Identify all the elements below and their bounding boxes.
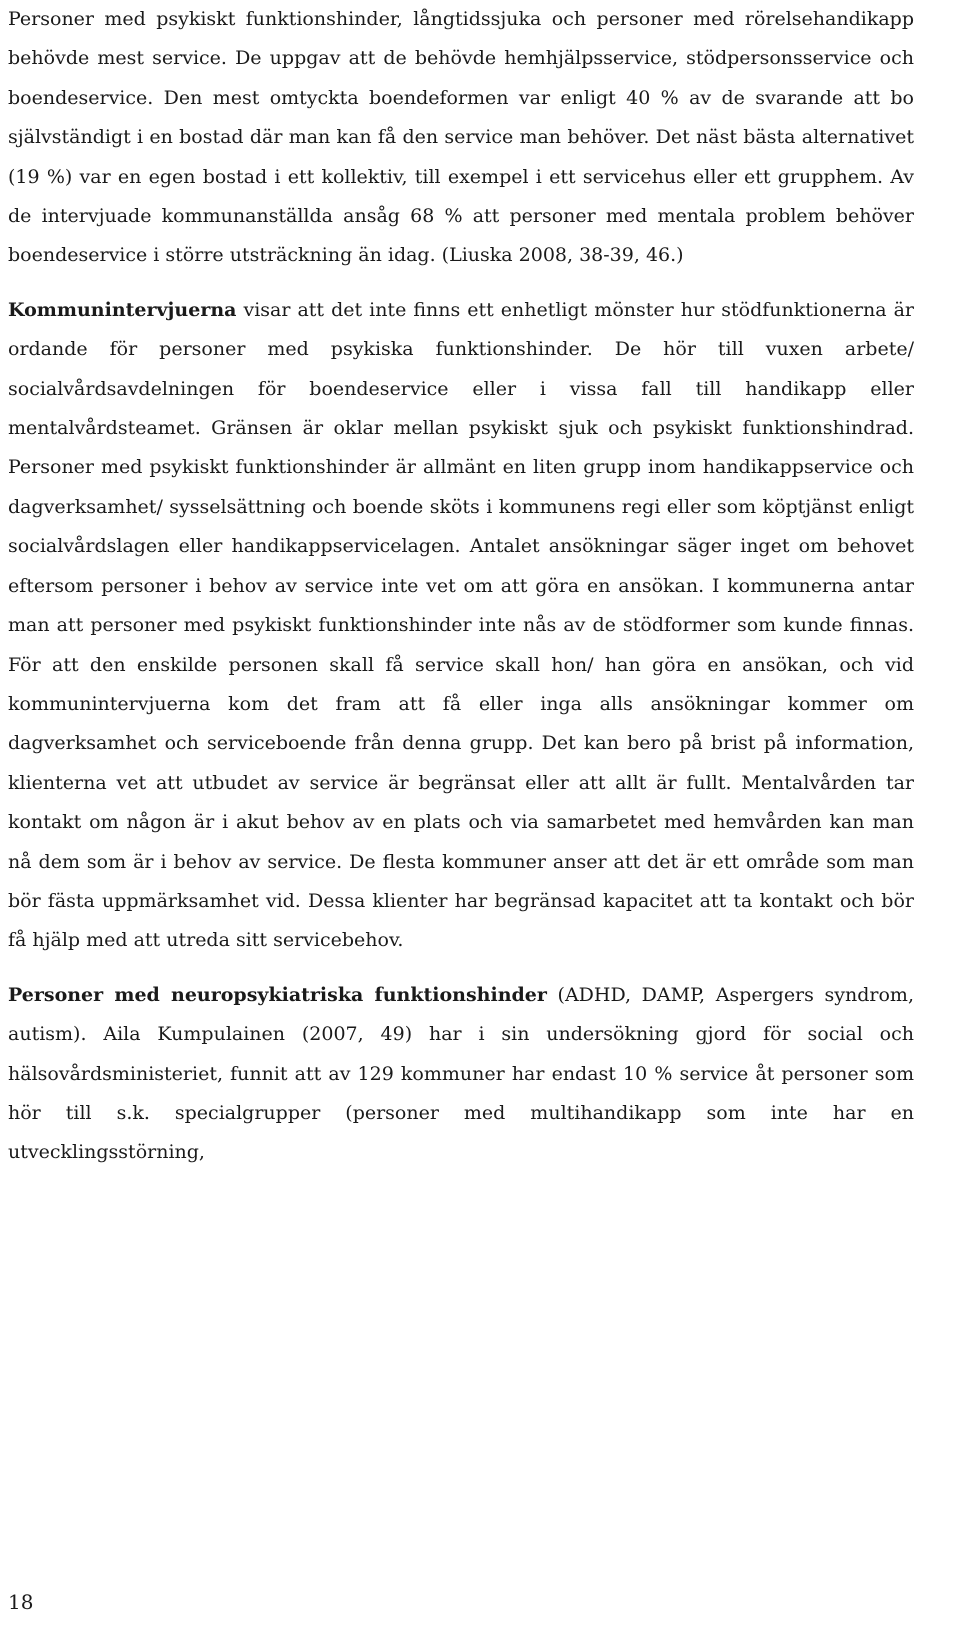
paragraph-kommunintervjuerna bbox=[8, 291, 914, 961]
paragraph-neuropsykiatriska bbox=[8, 976, 914, 1173]
document-page bbox=[8, 0, 914, 1173]
paragraph-lead: Personer med neuropsykiatriska funktionshinder bbox=[8, 983, 547, 1006]
paragraph-lead: Kommunintervjuerna bbox=[8, 298, 237, 321]
paragraph-text: (ADHD, DAMP, Aspergers syndrom, autism). Aila Kumpulainen (2007, 49) har i sin undersökning gjord för social och hälsovårdsministeriet, funnit att av 129 kommuner har endast 10 % service åt personer som hör till s.k. specialgrupper (personer med multihandikapp som inte har en utvecklingsstörning, bbox=[8, 983, 914, 1164]
paragraph-text: Personer med psykiskt funktionshinder, långtidssjuka och personer med rörelsehandikapp behövde mest service. De uppgav att de behövde hemhjälpsservice, stödpersonsservice och boendeservice. Den mest omtyckta boendeformen var enligt 40 % av de svarande att bo självständigt i en bostad där man kan få den service man behöver. Det näst bästa alternativet (19 %) var en egen bostad i ett kollektiv, till exempel i ett servicehus eller ett grupphem. Av de intervjuade kommunanställda ansåg 68 % att personer med mentala problem behöver boendeservice i större utsträckning än idag. (Liuska 2008, 38-39, 46.) bbox=[8, 8, 914, 267]
paragraph-service-needs bbox=[8, 0, 914, 276]
page-number: 18 bbox=[8, 1590, 34, 1614]
paragraph-text: visar att det inte finns ett enhetligt mönster hur stödfunktionerna är ordande för personer med psykiska funktionshinder. De hör till vuxen arbete/ socialvårdsavdelningen för boendeservice eller i vissa fall till handikapp eller mentalvårdsteamet. Gränsen är oklar mellan psykiskt sjuk och psykiskt funktionshindrad. Personer med psykiskt funktionshinder är allmänt en liten grupp inom handikappservice och dagverksamhet/ sysselsättning och boende sköts i kommunens regi eller som köptjänst enligt socialvårdslagen eller handikappservicelagen. Antalet ansökningar säger inget om behovet eftersom personer i behov av service inte vet om att göra en ansökan. I kommunerna antar man att personer med psykiskt funktionshinder inte nås av de stödformer som kunde finnas. För att den enskilde personen skall få service skall hon/ han göra en ansökan, och vid kommunintervjuerna kom det fram att få eller inga alls ansökningar kommer om dagverksamhet och serviceboende från denna grupp. Det kan bero på brist på information, klienterna vet att utbudet av service är begränsat eller att allt är fullt. Mentalvården tar kontakt om någon är i akut behov av en plats och via samarbetet med hemvården kan man nå dem som är i behov av service. De flesta kommuner anser att det är ett område som man bör fästa uppmärksamhet vid. Dessa klienter har begränsad kapacitet att ta kontakt och bör få hjälp med att utreda sitt servicebehov. bbox=[8, 298, 914, 952]
